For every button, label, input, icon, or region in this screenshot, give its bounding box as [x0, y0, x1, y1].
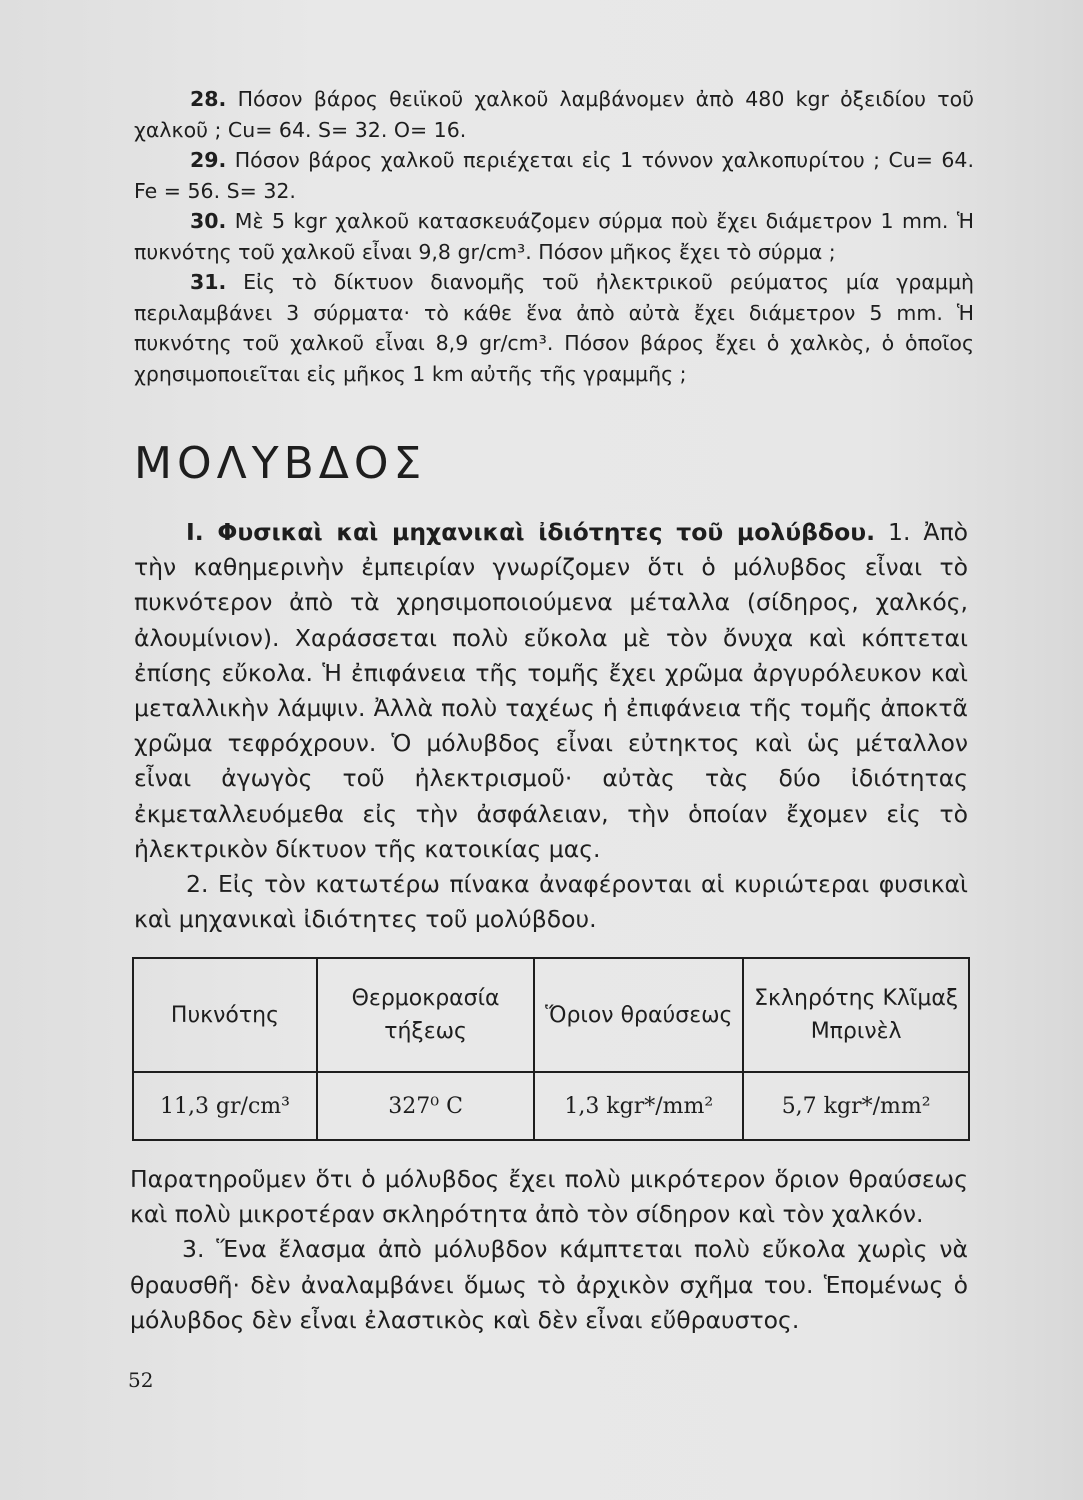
problem-number: 30. — [190, 209, 227, 233]
after-table-text — [130, 1162, 968, 1338]
chapter-title: ΜΟΛΥΒΔΟΣ — [134, 438, 427, 489]
value-melting-point: 327⁰ C — [317, 1072, 534, 1140]
header-breaking-limit: Ὅριον θραύσεως — [534, 958, 743, 1072]
problem-text: Εἰς τὸ δίκτυον διανομῆς τοῦ ἠλεκτρικοῦ ρεύματος μία γραμμὴ περιλαμβάνει 3 σύρματα· τὸ κάθε ἕνα ἀπὸ αὐτὰ ἔχει διάμετρον 5 mm. Ἡ πυκνότης τοῦ χαλκοῦ εἶναι 8,9 gr/cm³. Πόσον βάρος ἔχει ὁ χαλκὸς, ὁ ὁποῖος χρησιμοποιεῖται εἰς μῆκος 1 km αὐτῆς τῆς γραμμῆς ; — [134, 270, 974, 386]
value-breaking-limit: 1,3 kgr*/mm² — [534, 1072, 743, 1140]
problem-text: Πόσον βάρος χαλκοῦ περιέχεται εἰς 1 τόννον χαλκοπυρίτου ; Cu= 64. Fe = 56. S= 32. — [134, 148, 974, 203]
value-brinell-hardness: 5,7 kgr*/mm² — [743, 1072, 969, 1140]
problem-text: Μὲ 5 kgr χαλκοῦ κατασκευάζομεν σύρμα ποὺ ἔχει διάμετρον 1 mm. Ἡ πυκνότης τοῦ χαλκοῦ εἶναι 9,8 gr/cm³. Πόσον μῆκος ἔχει τὸ σύρμα ; — [134, 209, 974, 264]
header-melting-point: Θερμοκρασία τήξεως — [317, 958, 534, 1072]
properties-table — [132, 957, 970, 1141]
paragraph-2: 2. Εἰς τὸν κατωτέρω πίνακα ἀναφέρονται αἱ κυριώτεραι φυσικαὶ καὶ μηχανικαὶ ἰδιότητες τοῦ μολύβδου. — [134, 870, 968, 934]
header-brinell-hardness: Σκληρότης Κλῖμαξ Μπρινὲλ — [743, 958, 969, 1072]
problem-item — [134, 84, 974, 145]
observation-paragraph: Παρατηροῦμεν ὅτι ὁ μόλυβδος ἔχει πολὺ μικρότερον ὅριον θραύσεως καὶ πολὺ μικροτέραν σκληρότητα ἀπὸ τὸν σίδηρον καὶ τὸν χαλκόν. — [130, 1165, 968, 1229]
problem-number: 31. — [190, 270, 227, 294]
problem-list — [134, 84, 974, 389]
table-header-row — [133, 958, 969, 1072]
problem-number: 29. — [190, 148, 227, 172]
problem-item — [134, 145, 974, 206]
table-row — [133, 1072, 969, 1140]
section-1-paragraph — [134, 515, 968, 867]
problem-text: Πόσον βάρος θειϊκοῦ χαλκοῦ λαμβάνομεν ἀπὸ 480 kgr ὀξειδίου τοῦ χαλκοῦ ; Cu= 64. S= 32. O= 16. — [134, 87, 974, 142]
page-number: 52 — [128, 1368, 154, 1392]
section-1-body — [134, 515, 968, 937]
section-heading: Ι. Φυσικαὶ καὶ μηχανικαὶ ἰδιότητες τοῦ μολύβδου. — [186, 518, 876, 546]
problem-item — [134, 206, 974, 267]
problem-item — [134, 267, 974, 389]
paragraph-3: 3. Ἕνα ἔλασμα ἀπὸ μόλυβδον κάμπτεται πολὺ εὔκολα χωρὶς νὰ θραυσθῆ· δὲν ἀναλαμβάνει ὅμως τὸ ἀρχικὸν σχῆμα του. Ἑπομένως ὁ μόλυβδος δὲν εἶναι ἐλαστικὸς καὶ δὲν εἶναι εὔθραυστος. — [130, 1235, 968, 1334]
section-1-text: 1. Ἀπὸ τὴν καθημερινὴν ἐμπειρίαν γνωρίζομεν ὅτι ὁ μόλυβδος εἶναι τὸ πυκνότερον ἀπὸ τὰ χρησιμοποιούμενα μέταλλα (σίδηρος, χαλκός, ἀλουμίνιον). Χαράσσεται πολὺ εὔκολα μὲ τὸν ὄνυχα καὶ κόπτεται ἐπίσης εὔκολα. Ἡ ἐπιφάνεια τῆς τομῆς ἔχει χρῶμα ἀργυρόλευκον καὶ μεταλλικὴν λάμψιν. Ἀλλὰ πολὺ ταχέως ἡ ἐπιφάνεια τῆς τομῆς ἀποκτᾶ χρῶμα τεφρόχρουν. Ὁ μόλυβδος εἶναι εὐτηκτος καὶ ὡς μέταλλον εἶναι ἀγωγὸς τοῦ ἠλεκτρισμοῦ· αὐτὰς τὰς δύο ἰδιότητας ἐκμεταλλευόμεθα εἰς τὴν ἀσφάλειαν, τὴν ὁποίαν ἔχομεν εἰς τὸ ἠλεκτρικὸν δίκτυον τῆς κατοικίας μας. — [134, 518, 968, 863]
header-density: Πυκνότης — [133, 958, 317, 1072]
value-density: 11,3 gr/cm³ — [133, 1072, 317, 1140]
problem-number: 28. — [190, 87, 227, 111]
